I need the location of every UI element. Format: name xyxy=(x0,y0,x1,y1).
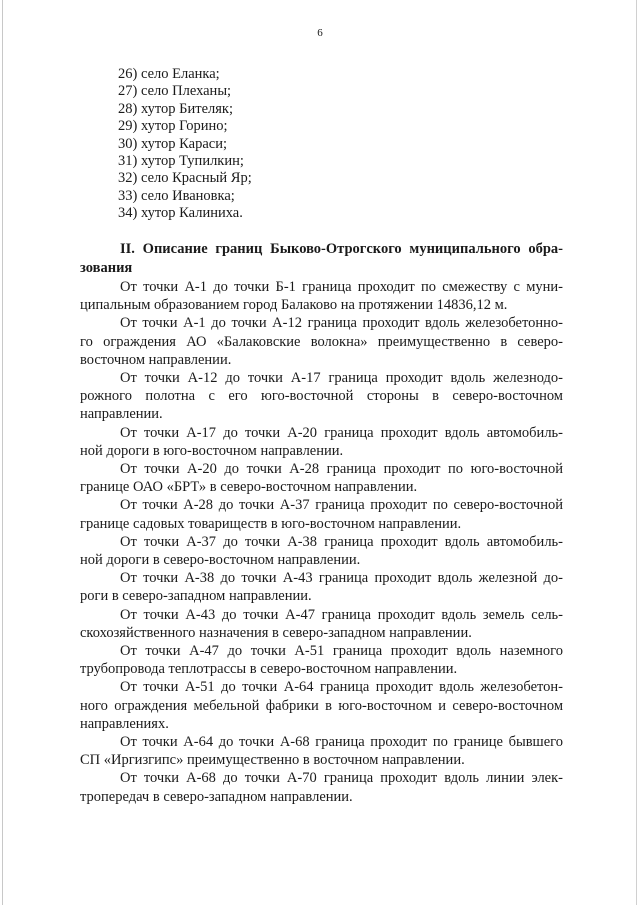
section-body xyxy=(80,278,563,806)
paragraph-line: От точки А-38 до точки А-43 граница проходит вдоль железной до- xyxy=(120,570,563,587)
scan-left-edge xyxy=(2,0,3,905)
paragraph-line: скохозяйственного назначения в северо-западном направлении. xyxy=(80,624,472,641)
paragraph-line: рожного полотна с его юго-восточной стороны в северо-восточном xyxy=(80,388,563,405)
boundary-paragraph xyxy=(80,569,563,605)
page-number: 6 xyxy=(317,27,323,39)
paragraph-line: ного ограждения мебельной фабрики в юго-восточном и северо-восточном xyxy=(80,697,563,714)
heading-line: II. Описание границ Быково-Отрогского муниципального обра- xyxy=(120,241,563,257)
boundary-paragraph xyxy=(80,533,563,569)
paragraph-line: ной дороги в юго-восточном направлении. xyxy=(80,442,344,459)
list-item: 28) хутор Бителяк; xyxy=(118,100,234,117)
heading-line: зования xyxy=(80,260,133,276)
paragraph-line: От точки А-47 до точки А-51 граница проходит вдоль наземного xyxy=(120,643,563,660)
paragraph-line: трубопровода теплотрассы в северо-восточном направлении. xyxy=(80,661,458,678)
paragraph-line: направлениях. xyxy=(80,715,169,732)
settlement-list xyxy=(118,66,252,223)
paragraph-line: От точки А-51 до точки А-64 граница проходит вдоль железобетон- xyxy=(120,679,563,696)
paragraph-line: роги в северо-западном направлении. xyxy=(80,588,312,605)
boundary-paragraph xyxy=(80,496,563,532)
paragraph-line: границе ОАО «БРТ» в северо-восточном направлении. xyxy=(80,479,418,496)
paragraph-line: тропередач в северо-западном направлении. xyxy=(80,788,353,805)
paragraph-line: От точки А-37 до точки А-38 граница проходит вдоль автомобиль- xyxy=(120,533,563,550)
paragraph-line: СП «Иргизгипс» преимущественно в восточном направлении. xyxy=(80,752,465,769)
paragraph-line: ципальным образованием город Балаково на протяжении 14836,12 м. xyxy=(80,297,508,314)
boundary-paragraph xyxy=(80,606,563,642)
list-item: 34) хутор Калиниха. xyxy=(118,205,243,222)
list-item: 26) село Еланка; xyxy=(118,66,220,82)
paragraph-line: От точки А-20 до точки А-28 граница проходит по юго-восточной xyxy=(120,461,563,478)
paragraph-line: От точки А-12 до точки А-17 граница проходит вдоль железнодо- xyxy=(120,370,563,387)
paragraph-line: границе садовых товариществ в юго-восточном направлении. xyxy=(80,515,462,532)
paragraph-line: От точки А-17 до точки А-20 граница проходит вдоль автомобиль- xyxy=(120,424,563,441)
paragraph-line: От точки А-1 до точки Б-1 граница проходит по смежеству с муни- xyxy=(120,279,563,295)
list-item: 30) хутор Караси; xyxy=(118,135,227,152)
paragraph-line: От точки А-1 до точки А-12 граница проходит вдоль железобетонно- xyxy=(120,315,563,332)
list-item: 33) село Ивановка; xyxy=(118,187,235,204)
list-item: 27) село Плеханы; xyxy=(118,83,232,100)
paragraph-line: От точки А-28 до точки А-37 граница проходит по северо-восточной xyxy=(120,497,563,514)
paragraph-line: направлении. xyxy=(80,406,163,423)
list-item: 29) хутор Горино; xyxy=(118,118,228,135)
paragraph-line: От точки А-43 до точки А-47 граница проходит вдоль земель сель- xyxy=(120,606,563,623)
boundary-paragraph xyxy=(80,733,563,769)
boundary-paragraph xyxy=(80,278,563,314)
list-item: 32) село Красный Яр; xyxy=(118,170,252,187)
scan-right-edge xyxy=(636,0,637,905)
boundary-paragraph xyxy=(80,769,563,805)
boundary-paragraph xyxy=(80,642,563,678)
boundary-paragraph xyxy=(80,678,563,733)
list-item: 31) хутор Тупилкин; xyxy=(118,152,244,169)
paragraph-line: ной дороги в северо-восточном направлении. xyxy=(80,552,361,569)
boundary-paragraph xyxy=(80,424,563,460)
paragraph-line: восточном направлении. xyxy=(80,351,232,368)
paragraph-line: От точки А-64 до точки А-68 граница проходит по границе бывшего xyxy=(120,734,563,751)
boundary-paragraph xyxy=(80,314,563,369)
paragraph-line: го ограждения АО «Балаковские волокна» преимущественно в северо- xyxy=(80,333,563,350)
boundary-paragraph xyxy=(80,460,563,496)
section-heading xyxy=(80,240,563,278)
boundary-paragraph xyxy=(80,369,563,424)
paragraph-line: От точки А-68 до точки А-70 граница проходит вдоль линии элек- xyxy=(120,770,563,787)
